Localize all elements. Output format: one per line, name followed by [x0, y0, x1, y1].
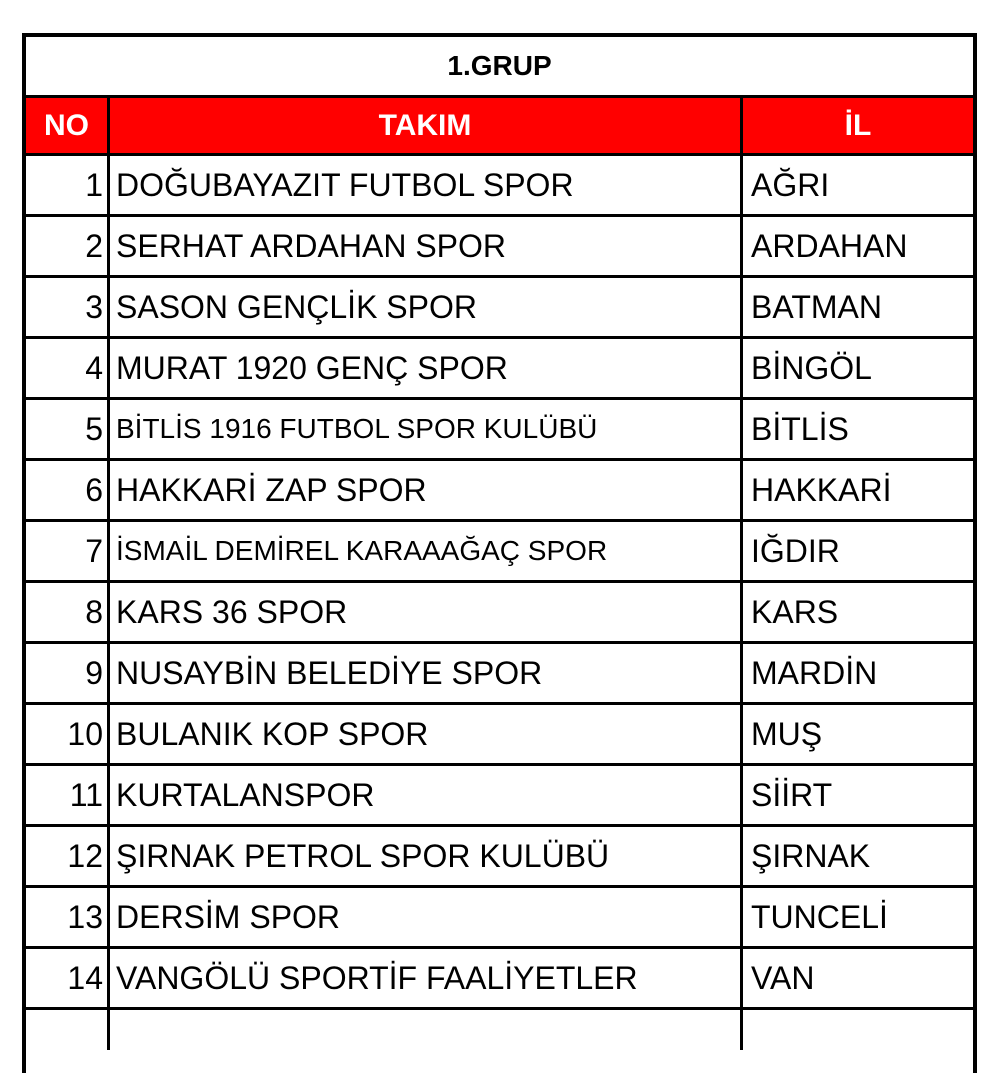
team-name: MURAT 1920 GENÇ SPOR: [110, 339, 743, 397]
city-name: BATMAN: [751, 288, 882, 325]
group-table: [22, 33, 977, 1073]
header-city: İL: [844, 108, 872, 142]
team-name: NUSAYBİN BELEDİYE SPOR: [110, 644, 743, 702]
empty-cell: [26, 1010, 110, 1050]
team-name: KURTALANSPOR: [110, 766, 743, 824]
city-name: ŞIRNAK: [751, 837, 871, 874]
city-name: ARDAHAN: [751, 227, 908, 264]
team-name: KARS 36 SPOR: [110, 583, 743, 641]
table-row: [26, 339, 973, 400]
table-row: [26, 766, 973, 827]
team-name: DERSİM SPOR: [110, 888, 743, 946]
city-name: MUŞ: [751, 715, 823, 752]
table-row: [26, 827, 973, 888]
row-number: 6: [26, 461, 110, 519]
city-name: MARDİN: [751, 654, 878, 691]
city-name: BİNGÖL: [751, 349, 872, 386]
group-title: 1.GRUP: [26, 37, 973, 98]
table-header: [26, 98, 973, 156]
table-row: [26, 156, 973, 217]
city-name: AĞRI: [751, 166, 830, 203]
row-number: 7: [26, 522, 110, 580]
city-name: SİİRT: [751, 776, 833, 813]
table-row: [26, 217, 973, 278]
city-name: KARS: [751, 593, 839, 630]
row-number: 2: [26, 217, 110, 275]
row-number: 10: [26, 705, 110, 763]
row-number: 14: [26, 949, 110, 1007]
row-number: 4: [26, 339, 110, 397]
city-name: TUNCELİ: [751, 898, 888, 935]
table-row: [26, 705, 973, 766]
row-number: 9: [26, 644, 110, 702]
row-number: 13: [26, 888, 110, 946]
team-name: BİTLİS 1916 FUTBOL SPOR KULÜBÜ: [110, 400, 743, 458]
table-row: [26, 644, 973, 705]
table-row: [26, 888, 973, 949]
row-number: 5: [26, 400, 110, 458]
row-number: 1: [26, 156, 110, 214]
row-number: 11: [26, 766, 110, 824]
team-name: HAKKARİ ZAP SPOR: [110, 461, 743, 519]
table-row: [26, 461, 973, 522]
row-number: 12: [26, 827, 110, 885]
team-name: SASON GENÇLİK SPOR: [110, 278, 743, 336]
header-no: NO: [26, 98, 110, 153]
team-name: İSMAİL DEMİREL KARAAAĞAÇ SPOR: [110, 522, 743, 580]
city-name: HAKKARİ: [751, 471, 892, 508]
city-name: BİTLİS: [751, 410, 849, 447]
table-row: [26, 278, 973, 339]
empty-cell: [110, 1010, 743, 1050]
team-name: ŞIRNAK PETROL SPOR KULÜBÜ: [110, 827, 743, 885]
table-row: [26, 583, 973, 644]
header-team: TAKIM: [110, 98, 743, 153]
empty-table-row: [26, 1010, 973, 1050]
table-row: [26, 949, 973, 1010]
empty-cell: [743, 1010, 973, 1050]
city-name: IĞDIR: [751, 532, 840, 569]
table-row: [26, 400, 973, 461]
row-number: 8: [26, 583, 110, 641]
city-name: VAN: [751, 959, 815, 996]
row-number: 3: [26, 278, 110, 336]
table-row: [26, 522, 973, 583]
team-name: DOĞUBAYAZIT FUTBOL SPOR: [110, 156, 743, 214]
team-name: VANGÖLÜ SPORTİF FAALİYETLER: [110, 949, 743, 1007]
team-name: BULANIK KOP SPOR: [110, 705, 743, 763]
team-name: SERHAT ARDAHAN SPOR: [110, 217, 743, 275]
